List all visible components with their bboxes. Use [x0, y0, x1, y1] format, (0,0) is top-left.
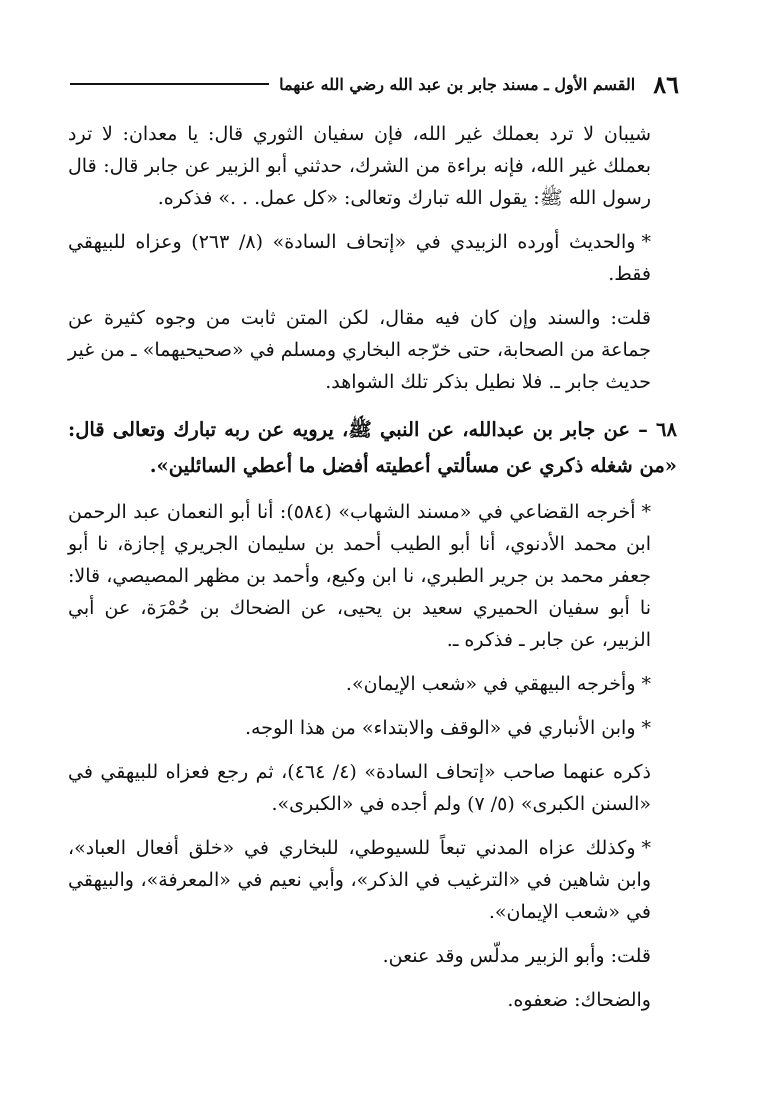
asterisk-marker: *: [641, 231, 651, 253]
paragraph-text: والحديث أورده الزبيدي في «إتحاف السادة» (٨/ ٢٦٣) وعزاه للبيهقي فقط.: [68, 231, 651, 285]
paragraph-anbari: [68, 712, 677, 744]
paragraph-text-continuation: [68, 118, 677, 214]
page-number: ٨٦: [653, 69, 679, 99]
paragraph-bayhaqi: [68, 668, 677, 700]
asterisk-marker: *: [641, 837, 651, 859]
asterisk-marker: *: [641, 673, 651, 695]
paragraph-text: والضحاك: ضعفوه.: [507, 989, 651, 1011]
paragraph-text: أخرجه القضاعي في «مسند الشهاب» (٥٨٤): أنا أبو النعمان عبد الرحمن ابن محمد الأدنوي، أنا أبو الطيب أحمد بن سليمان الجريري إجازة، نا أبو جعفر محمد بن جرير الطبري، نا ابن وكيع، وأحمد بن مظهر المصيصي، قالا: نا أبو سفيان الحميري سعيد بن يحيى، عن الضحاك بن حُمْرَة، عن أبي الزبير، عن جابر ـ فذكره ـ.: [68, 501, 651, 651]
paragraph-text: قلت: وأبو الزبير مدلّس وقد عنعن.: [382, 945, 651, 967]
paragraph-dahhak: [68, 984, 677, 1016]
header-rule: [70, 83, 269, 85]
paragraph-qultu-zubayr: [68, 940, 677, 972]
paragraph-text: وكذلك عزاه المدني تبعاً للسيوطي، للبخاري في «خلق أفعال العباد»، وابن شاهين في «الترغيب في الذكر»، وأبي نعيم في «المعرفة»، والبيهقي في «شعب الإيمان».: [68, 837, 651, 923]
hadith-68-heading: [68, 412, 677, 484]
paragraph-note-ithaf: [68, 226, 677, 290]
paragraph-ithaf-ref: [68, 756, 677, 820]
paragraph-text: وابن الأنباري في «الوقف والابتداء» من هذا الوجه.: [244, 717, 636, 739]
running-title: القسم الأول ـ مسند جابر بن عبد الله رضي الله عنهما: [279, 74, 636, 94]
page-body: [68, 118, 677, 1028]
asterisk-marker: *: [641, 501, 652, 523]
paragraph-text: شيبان لا ترد بعملك غير الله، فإن سفيان الثوري قال: يا معدان: لا ترد بعملك غير الله، فإنه براءة من الشرك، حدثني أبو الزبير عن جابر قال: قال رسول الله ﷺ: يقول الله تبارك وتعالى: «كل عمل. . .» فذكره.: [68, 123, 651, 209]
asterisk-marker: *: [641, 717, 651, 739]
paragraph-text: ذكره عنهما صاحب «إتحاف السادة» (٤/ ٤٦٤)، ثم رجع فعزاه للبيهقي في «السنن الكبرى» (٥/ ٧) ولم أجده في «الكبرى».: [68, 761, 651, 815]
paragraph-madani: [68, 832, 677, 928]
page-header: [70, 66, 679, 102]
paragraph-text: وأخرجه البيهقي في «شعب الإيمان».: [345, 673, 636, 695]
paragraph-qultu-sanad: [68, 302, 677, 398]
hadith-text: ٦٨ – عن جابر بن عبدالله، عن النبي ﷺ، يرويه عن ربه تبارك وتعالى قال: «من شغله ذكري عن مسألتي أعطيته أفضل ما أعطي السائلين».: [68, 418, 677, 477]
paragraph-text: قلت: والسند وإن كان فيه مقال، لكن المتن ثابت من وجوه كثيرة عن جماعة من الصحابة، حتى خرّجه البخاري ومسلم في «صحيحيهما» ـ من غير حديث جابر ـ. فلا نطيل بذكر تلك الشواهد.: [68, 307, 651, 393]
paragraph-takhrij-qudai: [68, 496, 677, 656]
